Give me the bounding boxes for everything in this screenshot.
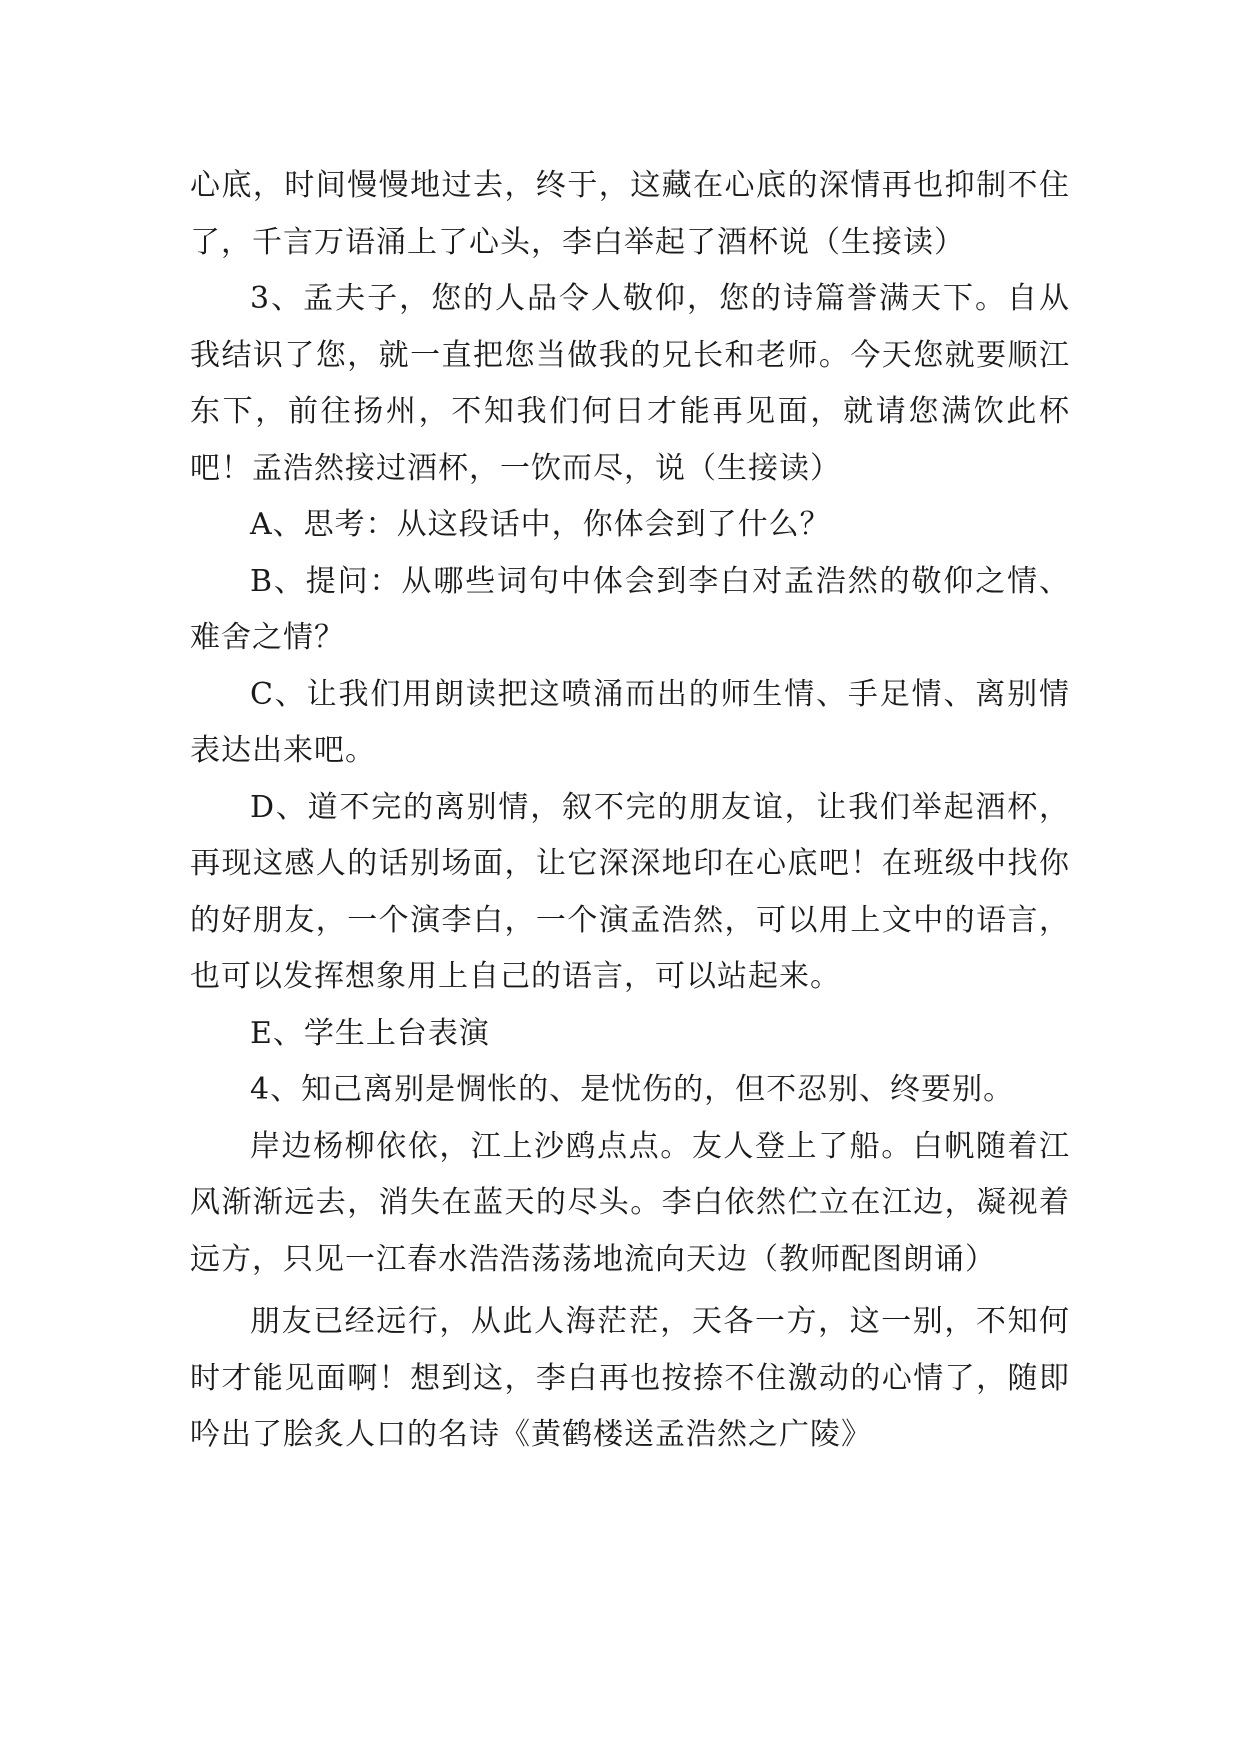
paragraph-item-b: B、提问：从哪些词句中体会到李白对孟浩然的敬仰之情、难舍之情？ bbox=[190, 563, 1070, 655]
paragraph-continuation: 心底，时间慢慢地过去，终于，这藏在心底的深情再也抑制不住了，千言万语涌上了心头，李白举起了酒杯说（生接读） bbox=[190, 168, 1070, 260]
paragraph-item-a: A、思考：从这段话中，你体会到了什么？ bbox=[250, 507, 831, 542]
paragraph-farewell: 朋友已经远行，从此人海茫茫，天各一方，这一别，不知何时才能见面啊！想到这，李白再也按捺不住激动的心情了，随即吟出了脍炙人口的名诗《黄鹤楼送孟浩然之广陵》 bbox=[190, 1304, 1070, 1452]
paragraph-item-c: C、让我们用朗读把这喷涌而出的师生情、手足情、离别情表达出来吧。 bbox=[190, 676, 1070, 768]
paragraph-scene: 岸边杨柳依依，江上沙鸥点点。友人登上了船。白帆随着江风渐渐远去，消失在蓝天的尽头。李白依然伫立在江边，凝视着远方，只见一江春水浩浩荡荡地流向天边（教师配图朗诵） bbox=[190, 1128, 1070, 1277]
paragraph-step-3: 3、孟夫子，您的人品令人敬仰，您的诗篇誉满天下。自从我结识了您，就一直把您当做我的兄长和老师。今天您就要顺江东下，前往扬州，不知我们何日才能再见面，就请您满饮此杯吧！孟浩然接过酒杯，一饮而尽，说（生接读） bbox=[190, 281, 1070, 486]
document-body bbox=[190, 158, 1070, 1464]
paragraph-item-d: D、道不完的离别情，叙不完的朋友谊，让我们举起酒杯，再现这感人的话别场面，让它深深地印在心底吧！在班级中找你的好朋友，一个演李白，一个演孟浩然，可以用上文中的语言，也可以发挥想象用上自己的语言，可以站起来。 bbox=[190, 789, 1070, 994]
paragraph-step-4: 4、知己离别是惆怅的、是忧伤的，但不忍别、终要别。 bbox=[250, 1072, 1015, 1107]
paragraph-item-e: E、学生上台表演 bbox=[250, 1015, 490, 1051]
